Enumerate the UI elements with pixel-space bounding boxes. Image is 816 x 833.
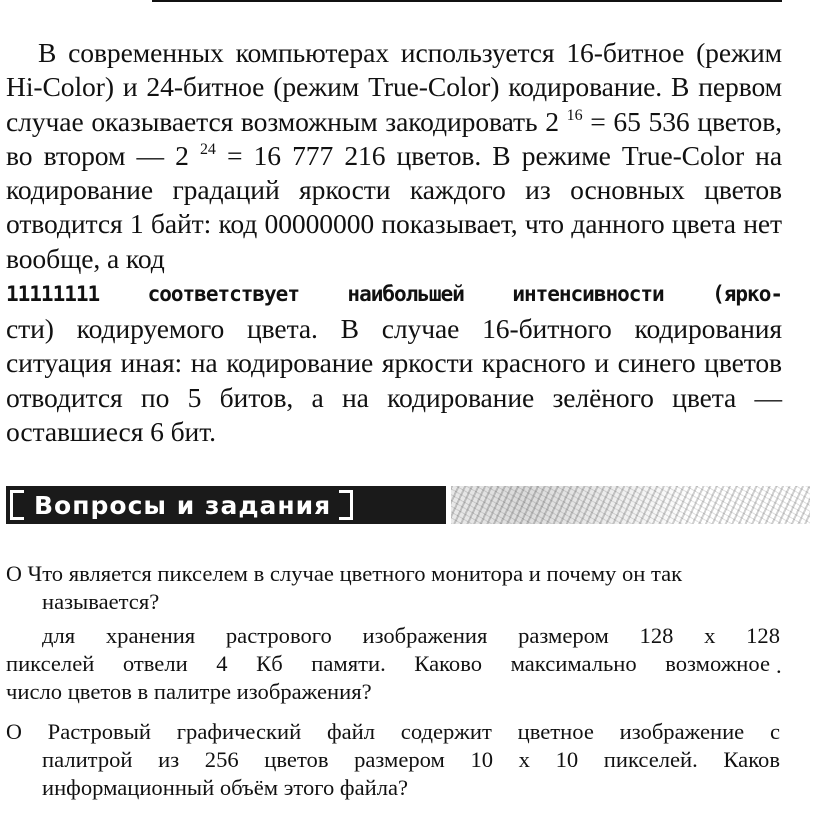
banner-texture xyxy=(451,486,810,524)
question-1 xyxy=(6,560,810,616)
question-marker: О xyxy=(6,561,22,586)
question-3-line2: палитрой из 256 цветов размером 10 x 10 пикселей. Каков xyxy=(42,747,780,772)
paragraph-part3: = 16 777 216 цветов. В режиме True-Color на кодирование градаций яркости каждого из основных цветов отводится 1 байт: код 00000000 показывает, что данного цвета нет вообще, а код xyxy=(6,139,782,274)
question-2-line2: пикселей отвели 4 Кб памяти. Каково максимально возможное xyxy=(6,651,770,676)
top-rule xyxy=(152,0,782,2)
question-3-line1-wrap xyxy=(6,718,810,746)
section-banner xyxy=(6,486,810,524)
superscript-24: 24 xyxy=(199,140,216,158)
question-1-line2: называется? xyxy=(42,589,160,614)
paragraph-part2: = 65 536 цветов, во втором — 2 xyxy=(6,105,782,171)
bracket-left-icon xyxy=(10,490,24,520)
question-2-line3: число цветов в палитре изображения? xyxy=(6,679,372,704)
question-2-line1: для хранения растрового изображения размером 128 x 128 xyxy=(42,623,780,648)
superscript-16: 16 xyxy=(566,106,583,124)
bracket-right-icon xyxy=(339,490,353,520)
banner-box xyxy=(6,486,446,524)
paragraph-part4: сти) кодируемого цвета. В случае 16-битного кодирования ситуация иная: на кодирование яркости красного и синего цветов отводится по 5 битов, а на кодирование зелёного цвета — оставшиеся 6 бит. xyxy=(6,313,782,447)
body-paragraph xyxy=(6,36,782,449)
question-2-line2-wrap xyxy=(6,650,810,678)
question-2-dot: . xyxy=(776,653,782,678)
banner-title: Вопросы и задания xyxy=(34,490,332,520)
question-3-line3: информационный объём этого файла? xyxy=(42,775,409,800)
paragraph-part1: В современных компьютерах используется 16-битное (режим Hi-Color) и 24-битное (режим True-Color) кодирование. В первом случае оказывается возможным закодировать 2 xyxy=(6,37,782,137)
question-2 xyxy=(6,622,810,706)
question-3 xyxy=(6,718,810,802)
question-3-line1: Растровый графический файл содержит цветное изображение с xyxy=(47,719,780,744)
question-marker: О xyxy=(6,719,22,744)
paragraph-bold-line: 11111111 соответствует наибольшей интенсивности (ярко- xyxy=(6,282,782,307)
question-1-line1: Что является пикселем в случае цветного монитора и почему он так xyxy=(27,561,683,586)
